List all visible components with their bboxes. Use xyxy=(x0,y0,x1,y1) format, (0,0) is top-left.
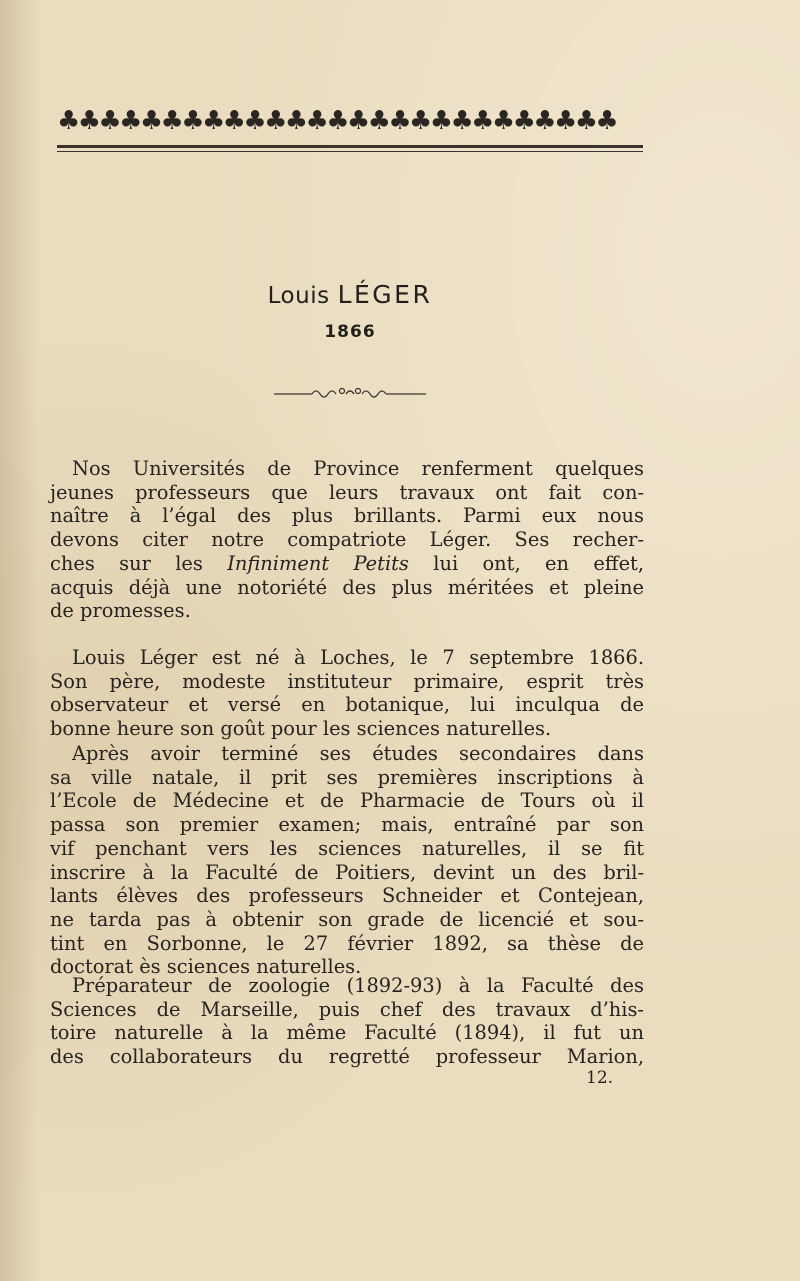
text-line: doctorat ès sciences naturelles. xyxy=(50,955,362,979)
text-line: observateur et versé en botanique, lui inculqua de xyxy=(50,693,644,717)
header-rule-thin xyxy=(57,151,643,152)
book-title-italic: Infiniment Petits xyxy=(227,551,409,575)
text-line: tint en Sorbonne, le 27 février 1892, sa thèse de xyxy=(50,931,644,955)
text-line: bonne heure son goût pour les sciences naturelles. xyxy=(50,717,552,741)
chapter-title xyxy=(0,280,700,309)
text-line: devons citer notre compatriote Léger. Ses recher- xyxy=(50,528,644,552)
title-first-name: Louis xyxy=(267,283,330,309)
text-line: jeunes professeurs que leurs travaux ont fait con- xyxy=(50,480,644,504)
flourish-divider-icon xyxy=(274,384,426,400)
club-ornament-border: ♣♣♣♣♣♣♣♣♣♣♣♣♣♣♣♣♣♣♣♣♣♣♣♣♣♣♣ xyxy=(57,106,617,136)
paragraph-3 xyxy=(50,742,644,979)
text-line: inscrire à la Faculté de Poitiers, devint un des bril- xyxy=(50,860,644,884)
text-line: acquis déjà une notoriété des plus méritées et pleine xyxy=(50,575,644,599)
text-line: naître à l’égal des plus brillants. Parmi eux nous xyxy=(50,504,644,528)
page-number: 12. xyxy=(586,1068,614,1088)
title-last-name: LÉGER xyxy=(337,280,433,309)
paragraph-4 xyxy=(50,974,644,1069)
text-line: lants élèves des professeurs Schneider et Contejean, xyxy=(50,884,644,908)
chapter-year: 1866 xyxy=(324,322,376,342)
paragraph-2 xyxy=(50,646,644,741)
text-line: ne tarda pas à obtenir son grade de licencié et sou- xyxy=(50,907,644,931)
paragraph-1 xyxy=(50,457,644,623)
text-line: Son père, modeste instituteur primaire, esprit très xyxy=(50,669,644,693)
text-line: Après avoir terminé ses études secondaires dans xyxy=(72,742,644,765)
header-rule-thick xyxy=(57,145,643,148)
text-line: passa son premier examen; mais, entraîné par son xyxy=(50,813,644,837)
text-line: Nos Universités de Province renferment quelques xyxy=(72,457,644,480)
text-line: Préparateur de zoologie (1892-93) à la Faculté des xyxy=(72,974,644,997)
text-line: Louis Léger est né à Loches, le 7 septembre 1866. xyxy=(72,646,644,669)
text-line: des collaborateurs du regretté professeur Marion, xyxy=(50,1045,644,1069)
text-line-italic: ches sur les Infiniment Petits lui ont, en effet, xyxy=(50,551,645,575)
text-line: de promesses. xyxy=(50,599,191,623)
text-line: sa ville natale, il prit ses premières inscriptions à xyxy=(50,765,644,789)
text-line: l’Ecole de Médecine et de Pharmacie de Tours où il xyxy=(50,789,644,813)
text-line: toire naturelle à la même Faculté (1894), il fut un xyxy=(50,1021,644,1045)
text-line: vif penchant vers les sciences naturelles, il se fit xyxy=(50,836,644,860)
text-line: Sciences de Marseille, puis chef des travaux d’his- xyxy=(50,997,644,1021)
